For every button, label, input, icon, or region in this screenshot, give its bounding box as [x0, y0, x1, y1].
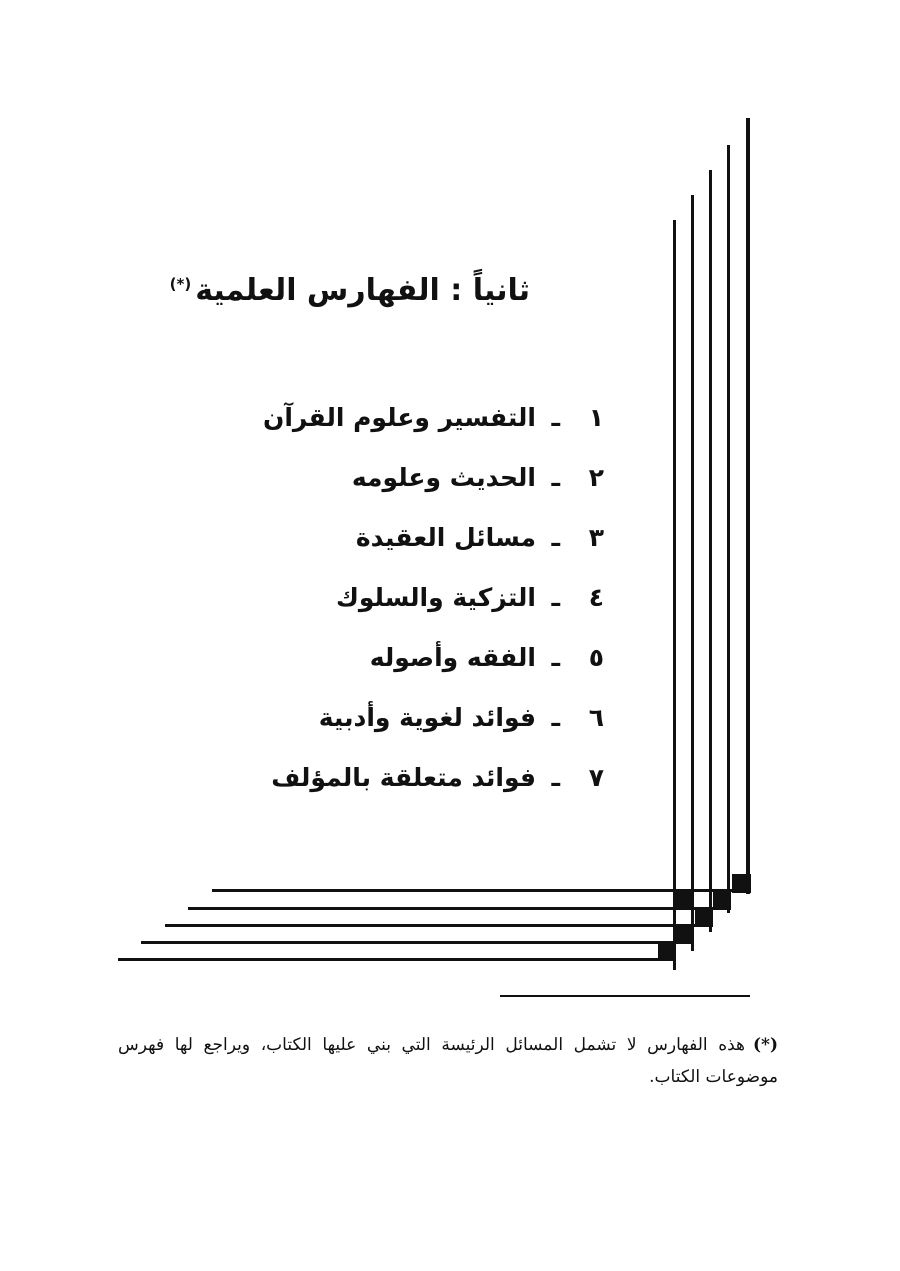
frame-vertical-line	[673, 220, 676, 970]
frame-corner-square	[676, 890, 693, 907]
list-item	[263, 688, 604, 748]
footnote-text: هذه الفهارس لا تشمل المسائل الرئيسة التي بني عليها الكتاب، ويراجع لها فهرس موضوعات الكتاب.	[118, 1035, 778, 1087]
list-item-number: ٥	[588, 643, 604, 672]
list-item-separator: ـ	[551, 643, 560, 672]
list-item-number: ١	[588, 403, 604, 432]
frame-horizontal-line	[118, 958, 663, 961]
list-item-label: مسائل العقيدة	[355, 523, 536, 552]
list-item-number: ٧	[588, 763, 604, 792]
frame-corner-square	[732, 874, 751, 893]
frame-vertical-line	[709, 170, 712, 932]
page-title	[170, 262, 530, 313]
page-title-text: ثانياً : الفهارس العلمية	[195, 273, 530, 308]
list-item	[263, 388, 604, 448]
list-item-separator: ـ	[551, 523, 560, 552]
frame-vertical-line	[727, 145, 730, 913]
list-item-label: فوائد لغوية وأدبية	[318, 703, 536, 732]
index-list	[263, 388, 604, 808]
list-item-label: التفسير وعلوم القرآن	[263, 403, 536, 432]
list-item-label: الحديث وعلومه	[351, 463, 536, 492]
footnote	[118, 1029, 778, 1093]
list-item-label: الفقه وأصوله	[369, 643, 536, 672]
frame-horizontal-line	[212, 889, 732, 892]
frame-corner-square	[676, 926, 694, 944]
list-item-number: ٢	[588, 463, 604, 492]
frame-horizontal-line	[141, 941, 676, 944]
list-item-separator: ـ	[551, 403, 560, 432]
list-item-label: فوائد متعلقة بالمؤلف	[271, 763, 536, 792]
list-item-number: ٤	[588, 583, 604, 612]
list-item-separator: ـ	[551, 763, 560, 792]
frame-corner-square	[695, 909, 713, 927]
list-item-separator: ـ	[551, 463, 560, 492]
frame-horizontal-line	[165, 924, 695, 927]
list-item	[263, 628, 604, 688]
list-item-label: التزكية والسلوك	[335, 583, 536, 612]
footnote-marker: (*)	[753, 1035, 778, 1055]
list-item-number: ٦	[588, 703, 604, 732]
title-footnote-marker: (*)	[169, 275, 192, 293]
list-item	[263, 448, 604, 508]
frame-corner-square	[658, 943, 676, 961]
list-item	[263, 568, 604, 628]
list-item	[263, 508, 604, 568]
frame-corner-square	[713, 892, 731, 910]
footnote-divider	[500, 995, 750, 997]
frame-vertical-line	[691, 195, 694, 951]
list-item-separator: ـ	[551, 703, 560, 732]
list-item	[263, 748, 604, 808]
frame-horizontal-line	[188, 907, 713, 910]
list-item-separator: ـ	[551, 583, 560, 612]
frame-vertical-line	[746, 118, 750, 894]
list-item-number: ٣	[588, 523, 604, 552]
